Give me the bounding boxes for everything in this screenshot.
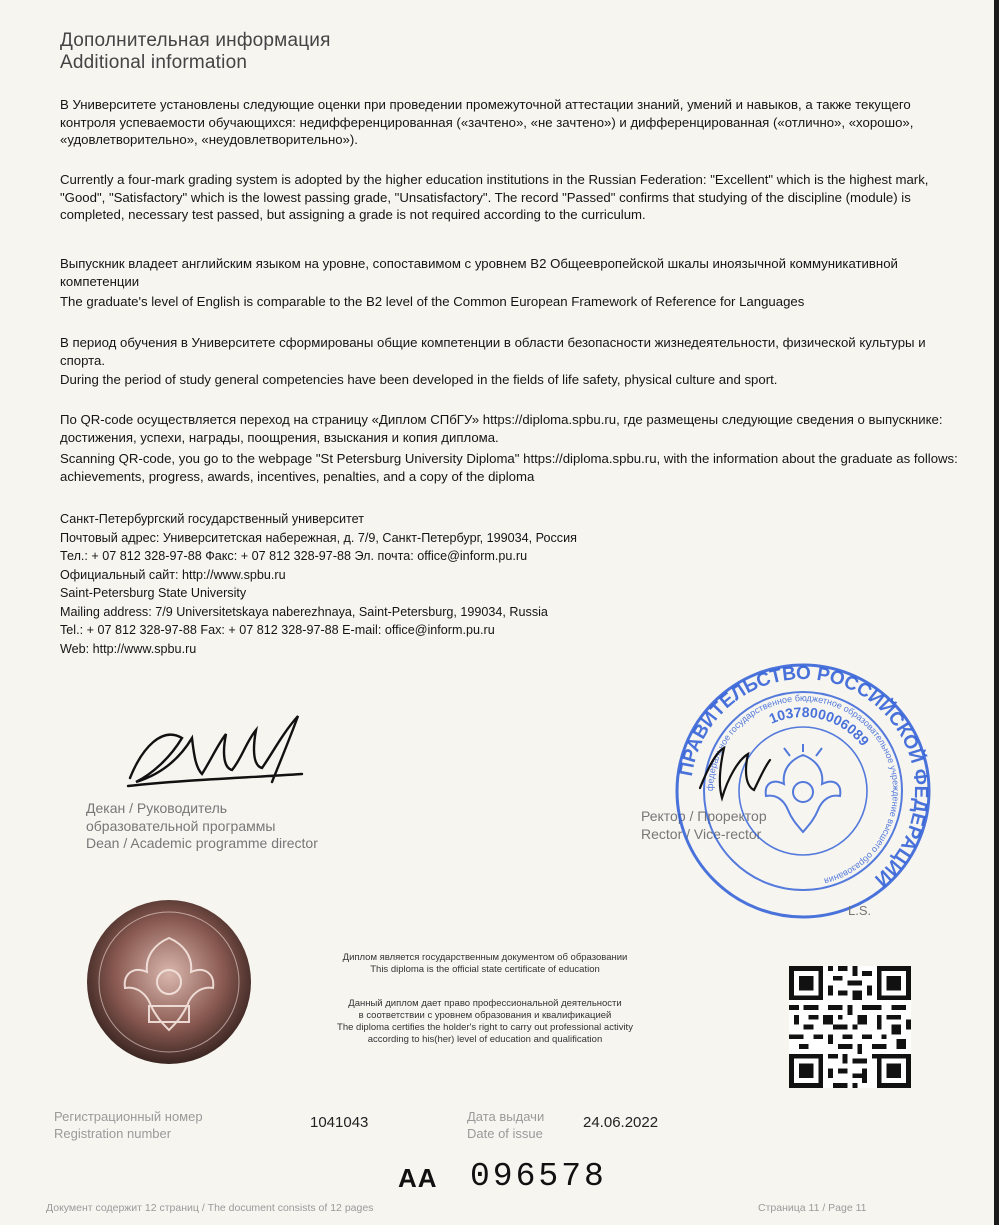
notice-ru-2: Данный диплом дает право профессиональной деятельности [348,998,622,1009]
dean-label-ru-1: Декан / Руководитель [86,800,228,816]
ls-mark: L.S. [848,903,872,918]
website-en: Web: http://www.spbu.ru [60,641,197,656]
document-number: 096578 [470,1158,607,1195]
rector-signature [694,738,774,808]
grading-paragraph-en: Currently a four-mark grading system is adopted by the higher education institutions in the Russian Federation: "Excellent" which is the highest mark, "Good", "Satisfactory" which is the lowest passing grade, "Unsatisfactory". The record "Passed" confirms that studying of the discipline (module) is completed, necessary test passed, but assigning a grade is not required according to the curriculum. [60,172,929,222]
page-number: Страница 11 / Page 11 [758,1202,867,1214]
registration-number: 1041043 [310,1114,369,1131]
qr-code[interactable] [789,966,911,1088]
notice-en-3: according to his(her) level of education and qualification [367,1034,603,1045]
page-count-note: Документ содержит 12 страниц / The document consists of 12 pages [46,1202,374,1214]
dean-label [86,800,318,853]
phone-ru: Тел.: + 07 812 328-97-88 Факс: + 07 812 328-97-88 Эл. почта: office@inform.pu.ru [60,549,528,563]
competencies-paragraph-en: During the period of study general competencies have been developed in the fields of life safety, physical culture and sport. [60,372,778,387]
notice-en-2: The diploma certifies the holder's right to carry out professional activity [337,1022,633,1033]
stamp-ogrn: 1037800006089 [766,703,873,749]
qr-info-paragraph-ru: По QR-code осуществляется переход на страницу «Диплом СПбГУ» https://diploma.spbu.ru, где размещены следующие сведения о выпускнике: достижения, успехи, награды, поощрения, взыскания и копия диплома. [60,412,943,445]
notice-en-1: This diploma is the official state certificate of education [370,964,600,975]
dean-signature [122,708,322,798]
mailing-address-en: Mailing address: 7/9 Universitetskaya naberezhnaya, Saint-Petersburg, 199034, Russia [60,604,548,619]
university-name-ru: Санкт-Петербургский государственный университет [60,512,364,526]
heading-en: Additional information [60,52,248,73]
notice-block-1 [270,952,700,976]
issue-date: 24.06.2022 [583,1114,659,1131]
phone-en: Tel.: + 07 812 328-97-88 Fax: + 07 812 328-97-88 E-mail: office@inform.pu.ru [60,623,495,637]
competencies-paragraph-ru: В период обучения в Университете сформированы общие компетенции в области безопасности жизнедеятельности, физической культуры и спорта. [60,335,926,368]
registration-label-ru: Регистрационный номер [54,1109,203,1124]
university-name-en: Saint-Petersburg State University [60,586,247,600]
grading-paragraph-ru: В Университете установлены следующие оценки при проведении промежуточной аттестации знаний, умений и навыков, а также текущего контроля успеваемости обучающихся: недифференцированная («зачтено», «не зачтено») и дифференцированная («отлично», «хорошо», «удовлетворительно», «неудовлетворительно»). [60,97,914,147]
rector-label-en: Rector / Vice-rector [641,825,762,842]
stamp-outer-text: ПРАВИТЕЛЬСТВО РОССИЙСКОЙ ФЕДЕРАЦИИ [675,662,932,890]
university-emblem [85,898,253,1066]
stamp-inner-text: федеральное государственное бюджетное образовательное учреждение высшего образования [704,692,902,887]
scan-edge [994,0,999,1225]
qr-info-paragraph-en: Scanning QR-code, you go to the webpage "St Petersburg University Diploma" https://diploma.spbu.ru, with the information about the graduate as follows: achievements, progress, awards, incentives, penalties, and a copy of the diploma [60,451,958,484]
double-headed-eagle-icon [766,744,841,832]
issue-date-label-en: Date of issue [467,1126,543,1141]
heading-ru: Дополнительная информация [60,30,331,51]
dean-label-en: Dean / Academic programme director [86,835,318,851]
document-series: AA [398,1163,438,1193]
registration-label [54,1108,203,1142]
registration-label-en: Registration number [54,1126,172,1141]
rector-label-ru: Ректор / Проректор [641,808,767,824]
language-paragraph-en: The graduate's level of English is comparable to the B2 level of the Common European Framework of Reference for Languages [60,294,805,309]
issue-date-label [467,1108,544,1142]
language-paragraph-ru: Выпускник владеет английским языком на уровне, сопоставимом с уровнем В2 Общеевропейской шкалы иноязычной коммуникативной компетенции [60,256,898,289]
mailing-address-ru: Почтовый адрес: Университетская набережная, д. 7/9, Санкт-Петербург, 199034, Россия [60,530,577,545]
notice-block-2 [270,998,700,1046]
university-contacts [60,510,577,658]
notice-ru-3: в соответствии с уровнем образования и квалификацией [358,1010,612,1021]
notice-ru-1: Диплом является государственным документом об образовании [342,952,628,963]
website-ru: Официальный сайт: http://www.spbu.ru [60,567,286,582]
dean-label-ru-2: образовательной программы [86,817,276,834]
issue-date-label-ru: Дата выдачи [467,1109,545,1124]
